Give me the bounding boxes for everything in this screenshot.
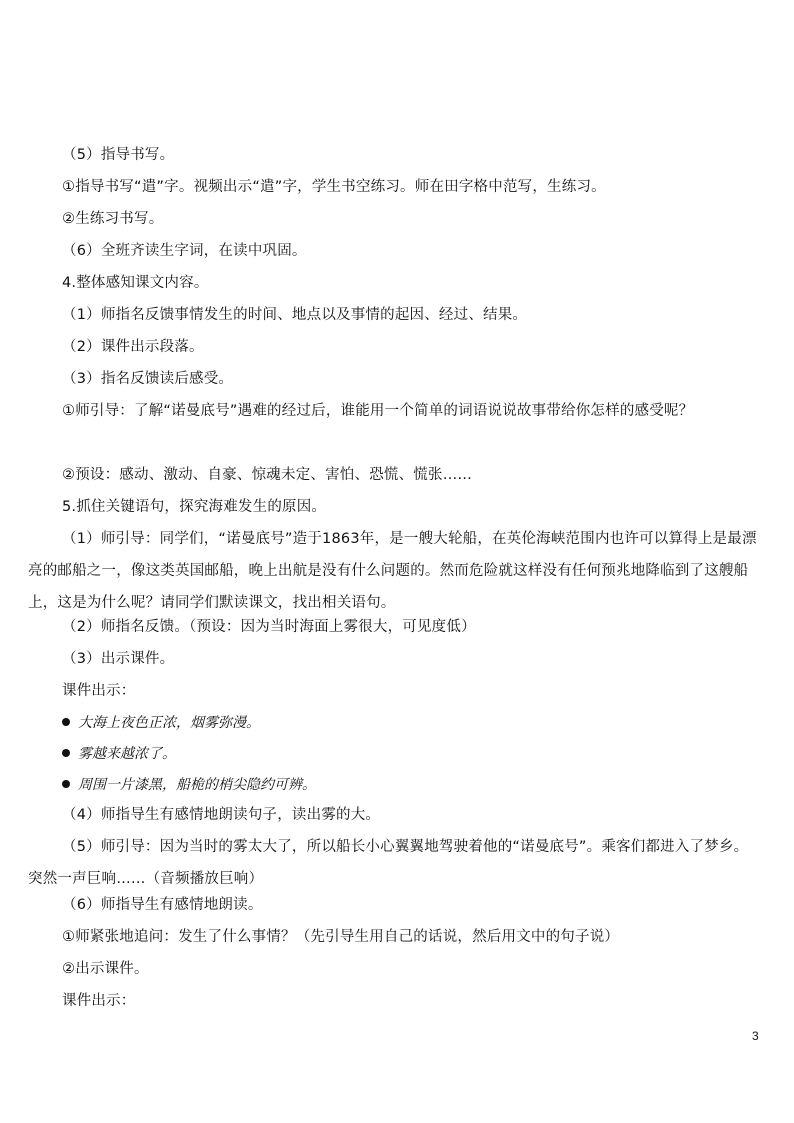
slides-label-2: 课件出示： <box>62 993 136 1009</box>
paragraph-show-slides: （3）出示课件。 <box>62 651 175 667</box>
paragraph-show-slides-2: ②出示课件。 <box>62 961 149 977</box>
section-heading-4: 4.整体感知课文内容。 <box>62 275 209 291</box>
paragraph-show-passage: （2）课件出示段落。 <box>62 339 204 355</box>
paragraph-preset-answers: ②预设：感动、激动、自豪、惊魂未定、害怕、恐慌、慌张…… <box>62 467 473 483</box>
paragraph-teacher-guide-feelings: ①师引导：了解“诺曼底号”遇难的经过后，谁能用一个简单的词语说说故事带给你怎样的感受呢？ <box>62 403 694 419</box>
section-heading-5: 5.抓住关键语句，探究海难发生的原因。 <box>62 499 327 515</box>
paragraph-read-emotion: （6）师指导生有感情地朗读。 <box>62 897 263 913</box>
bullet-dot-icon <box>62 749 70 757</box>
slide-bullet-3: 周围一片漆黑，船桅的梢尖隐约可辨。 <box>62 775 316 795</box>
paragraph-teacher-question: ①师紧张地追问：发生了什么事情？（先引导生用自己的话说，然后用文中的句子说） <box>62 929 620 945</box>
paragraph-write-step: （5）指导书写。 <box>62 147 175 163</box>
paragraph-read-fog: （4）师指导生有感情地朗读句子，读出雾的大。 <box>62 807 381 823</box>
bullet-dot-icon <box>62 718 70 726</box>
paragraph-write-character: ①指导书写“遣”字。视频出示“遣”字，学生书空练习。师在田字格中范写，生练习。 <box>62 179 606 195</box>
paragraph-practice: ②生练习书写。 <box>62 211 164 227</box>
paragraph-teacher-guide-captain: （5）师引导：因为当时的雾太大了，所以船长小心翼翼地驾驶着他的“诺曼底号”。乘客们都进入了梦乡。突然一声巨响……（音频播放巨响） <box>28 839 749 887</box>
paragraph-feedback-feelings: （3）指名反馈读后感受。 <box>62 371 234 387</box>
slide-bullet-2: 雾越来越浓了。 <box>62 744 176 764</box>
paragraph-feedback-events: （1）师指名反馈事情发生的时间、地点以及事情的起因、经过、结果。 <box>62 307 528 323</box>
slide-bullet-1: 大海上夜色正浓，烟雾弥漫。 <box>62 713 260 733</box>
bullet-dot-icon <box>62 780 70 788</box>
paragraph-feedback-fog: （2）师指名反馈。（预设：因为当时海面上雾很大，可见度低） <box>62 619 476 635</box>
slides-label-1: 课件出示： <box>62 683 136 699</box>
paragraph-teacher-guide-ship: （1）师引导：同学们，“诺曼底号”造于1863年，是一艘大轮船，在英伦海峡范围内也许可以算得上是最漂亮的邮船之一，像这类英国邮船，晚上出航是没有什么问题的。然而危险就这样没有任何预兆地降临到了这艘船上，这是为什么呢？请同学们默读课文，找出相关语句。 <box>28 531 757 611</box>
page-number: 3 <box>752 1029 759 1043</box>
paragraph-read-words: （6）全班齐读生字词，在读中巩固。 <box>62 243 307 259</box>
